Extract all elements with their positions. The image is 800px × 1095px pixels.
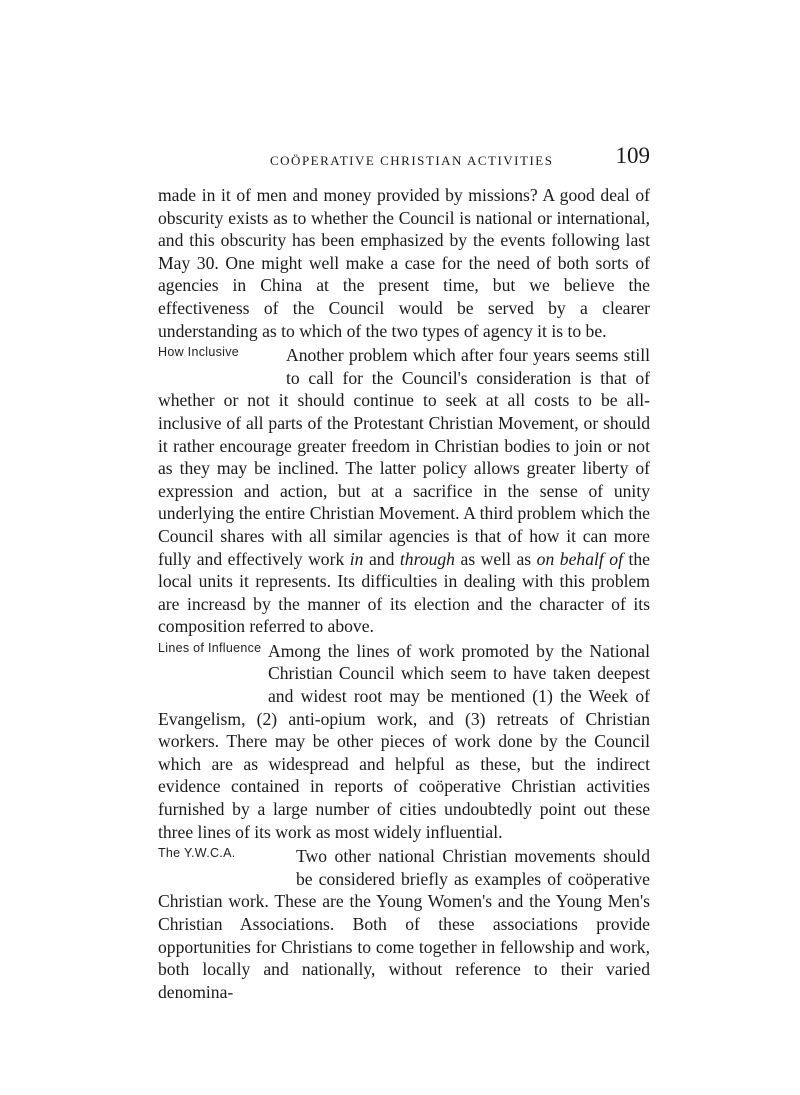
side-note-ywca: The Y.W.C.A. [158, 846, 236, 861]
section-ywca [158, 845, 650, 1003]
page-header [158, 143, 650, 173]
italic-on-behalf-of: on behalf of [536, 548, 623, 569]
italic-in: in [349, 548, 364, 569]
paragraph-lines-of-work: Among the lines of work promoted by the National Christian Council which seem to have taken deepest and widest root may be mentioned (1) the Week of Evangelism, (2) anti-opium work, and (3) retreats of Christian workers. There may be other pieces of work done by the Council which are as widespread and helpful as these, but the indirect evidence contained in reports of coöperative Christian activities furnished by a large number of cities undoubtedly point out these three lines of its work as most widely influential. [158, 640, 650, 842]
paragraph-another-problem [158, 344, 650, 638]
text-run: and [363, 548, 400, 569]
side-note-lines-of-influence: Lines of Influence [158, 640, 262, 655]
section-how-inclusive [158, 344, 650, 638]
text-run: the local units it represents. Its difficulties in dealing with this problem are increasd by the manner of its election and the character of its composition referred to above. [158, 548, 650, 637]
running-title: COÖPERATIVE CHRISTIAN ACTIVITIES [270, 153, 554, 168]
paragraph-obscurity: made in it of men and money provided by missions? A good deal of obscurity exists as to whether the Council is national or international, and this obscurity has been emphasized by the events following last May 30. One might well make a case for the need of both sorts of agencies in China at the present time, but we believe the effectiveness of the Council would be served by a clearer understanding as to which of the two types of agency it is to be. [158, 185, 650, 341]
text-run: as well as [454, 548, 537, 569]
page-number: 109 [615, 143, 650, 168]
side-note-how-inclusive: How Inclusive [158, 345, 240, 360]
paragraph-ywca: Two other national Christian movements should be considered briefly as examples of coöperative Christian work. These are the Young Women's and the Young Men's Christian Associations. Both of these associations provide opportunities for Christians to come together in fellowship and work, both locally and nationally, without reference to their varied denomina- [158, 846, 650, 1002]
italic-through: through [399, 548, 455, 569]
text-run: Another problem which after four years seems still to call for the Council's consideration is that of whether or not it should continue to seek at all costs to be all-inclusive of all parts of the Protestant Christian Movement, or should it rather encourage greater freedom in Christian bodies to join or not as they may be inclined. The latter policy allows greater liberty of expression and action, but at a sacrifice in the sense of unity underlying the entire Christian Movement. A third problem which the Council shares with all similar agencies is that of how it can more fully and effectively work [158, 345, 650, 569]
section-lines-of-influence [158, 640, 650, 843]
body-text [158, 184, 650, 1003]
